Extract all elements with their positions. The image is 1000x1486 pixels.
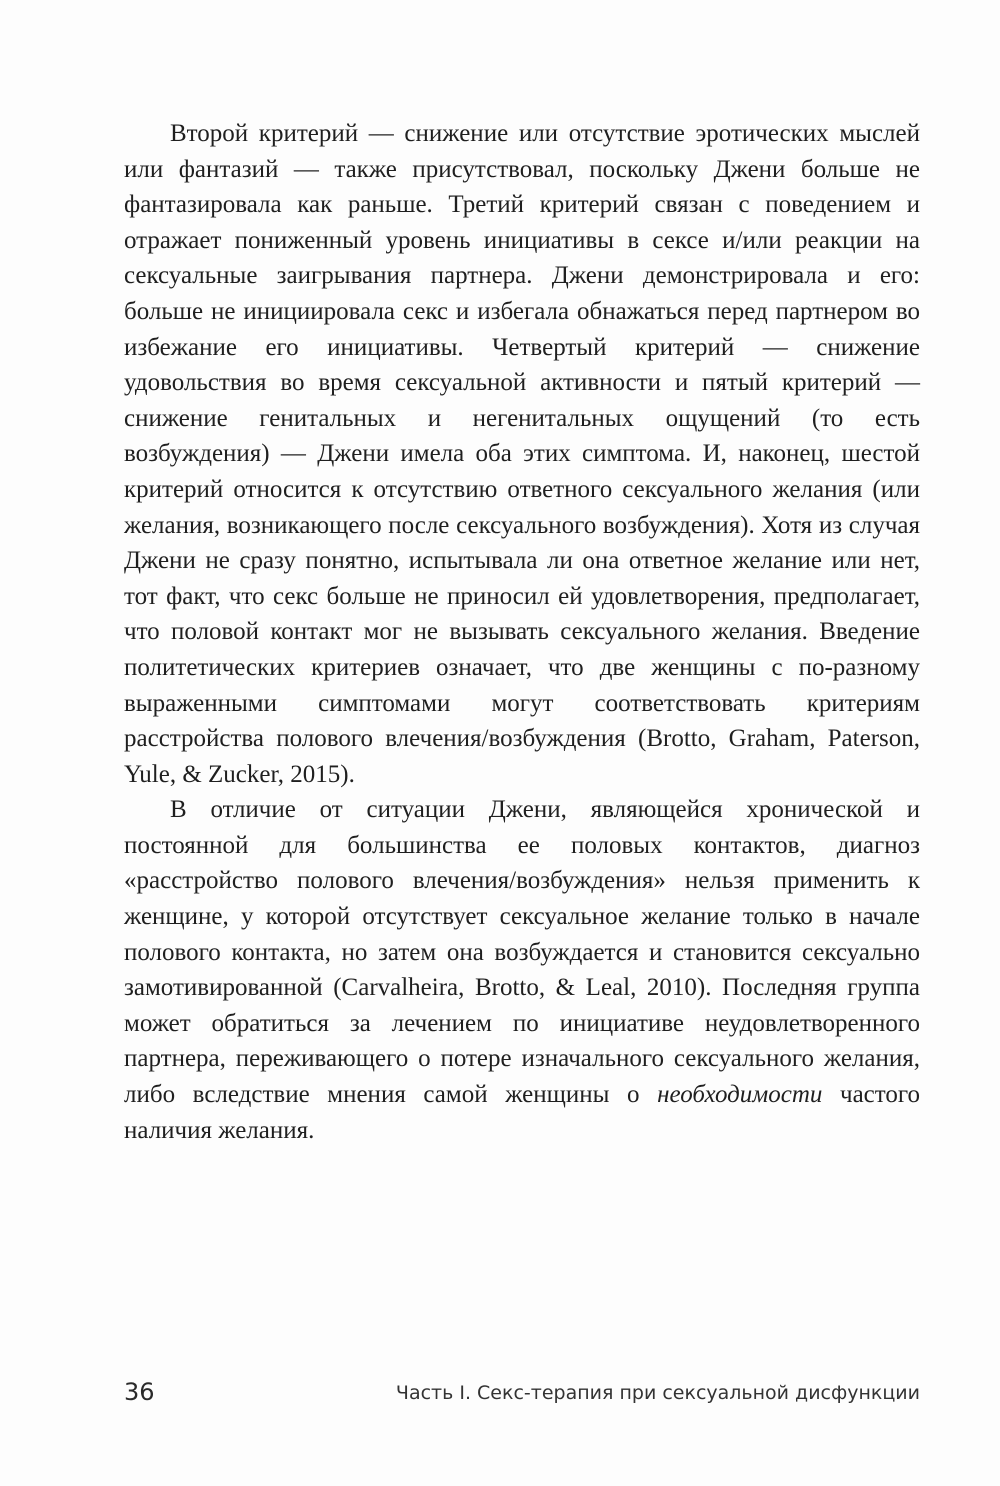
page-number: 36 bbox=[124, 1378, 155, 1406]
paragraph-text: Второй критерий — снижение или отсутствие эротических мыслей или фантазий — также присутствовал, поскольку Джени больше не фантазировала как раньше. Третий критерий связан с поведением и отражает пониженный уровень инициативы в сексе и/или реакции на сексуальные заигрывания партнера. Джени демонстрировала и его: больше не инициировала секс и избегала обнажаться перед партнером во избежание его инициативы. Четвертый критерий — снижение удовольствия во время сексуальной активности и пятый критерий — снижение генитальных и негенитальных ощущений (то есть возбуждения) — Джени имела оба этих симптома. И, наконец, шестой критерий относится к отсутствию ответного сексуального желания (или желания, возникающего после сексуального возбуждения). Хотя из случая Джени не сразу понятно, испытывала ли она ответное желание или нет, тот факт, что секс больше не приносил ей удовлетворения, предполагает, что половой контакт мог не вызывать сексуального желания. Введение политетических критериев означает, что две женщины с по-разному выраженными симптомами могут соответствовать критериям расстройства полового влечения/возбуждения (Brotto, Graham, Paterson, Yule, & Zucker, 2015). bbox=[124, 120, 920, 788]
paragraph-criteria bbox=[124, 116, 920, 792]
page-footer bbox=[124, 1378, 920, 1418]
paragraph-text-end: частого наличия желания. bbox=[124, 1081, 920, 1144]
body-text bbox=[124, 116, 920, 1148]
paragraph-text: В отличие от ситуации Джени, являющейся хронической и постоянной для большинства ее половых контактов, диагноз «расстройство полового влечения/возбуждения» нельзя применить к женщине, у которой отсутствует сексуальное желание только в начале полового контакта, но затем она возбуждается и становится сексуально замотивированной (Carvalheira, Brotto, & Leal, 2010). Последняя группа может обратиться за лечением по инициативе неудовлетворенного партнера, переживающего о потере изначального сексуального желания, либо вследствие мнения самой женщины о bbox=[124, 796, 920, 1109]
paragraph-differential-diagnosis bbox=[124, 792, 920, 1148]
emphasized-word: необходимости bbox=[657, 1081, 823, 1109]
running-title: Часть I. Секс-терапия при сексуальной дисфункции bbox=[395, 1382, 920, 1404]
